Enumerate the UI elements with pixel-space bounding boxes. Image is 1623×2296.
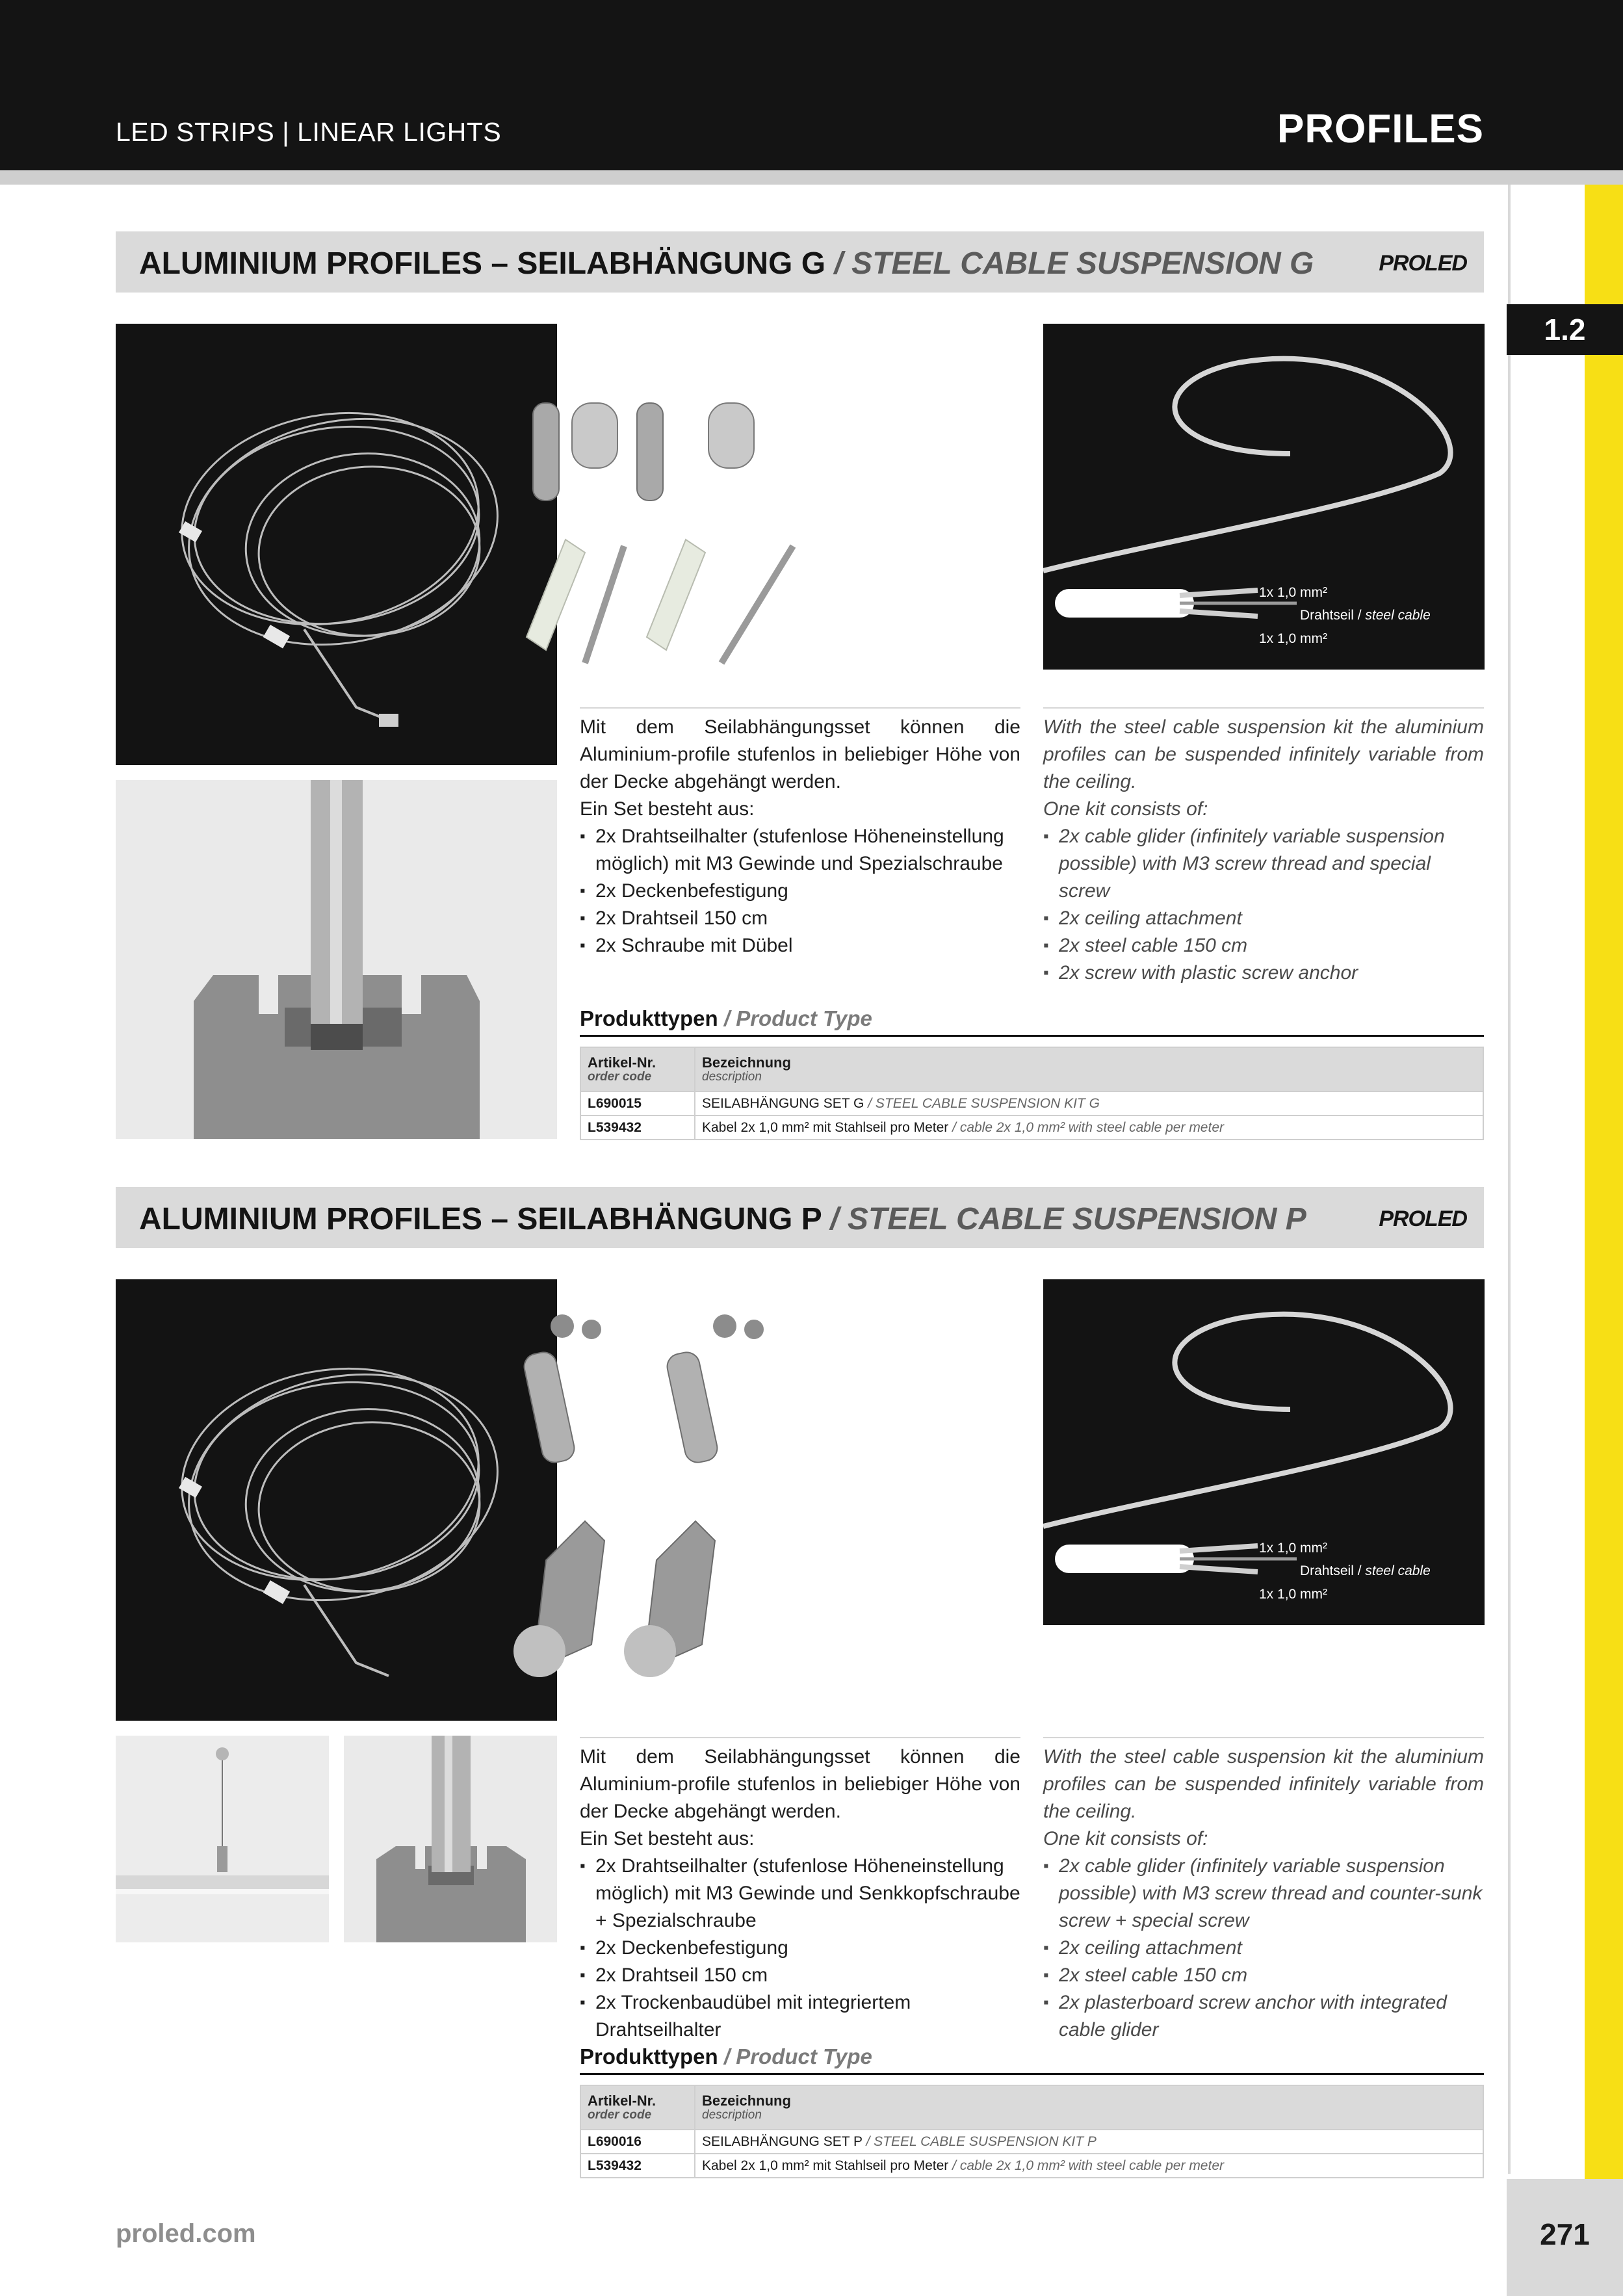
list-item: ▪ 2x steel cable 150 cm [1043,1962,1484,1989]
section-p-titlebar [116,1187,1484,1248]
list-item: ▪ 2x Trockenbaudübel mit integriertem Drahtseilhalter [580,1989,1020,2044]
footer-url[interactable]: proled.com [116,2219,256,2248]
image-profile-detail [116,780,557,1139]
table-row[interactable] [580,1091,1483,1115]
table-header-row: Artikel-Nr. order code Bezeichnung description [580,2085,1483,2130]
rail-track [1508,185,1587,2174]
section-tab[interactable]: 1.2 [1507,304,1623,355]
image-hardware-parts [494,1307,799,1697]
table-row[interactable] [580,2154,1483,2178]
table-row[interactable] [580,2130,1483,2154]
image-profile-detail [344,1736,557,1942]
list-item: ▪ 2x Deckenbefestigung [580,1935,1020,1962]
list-item: ▪ 2x Drahtseil 150 cm [580,905,1020,932]
product-description: SEILABHÄNGUNG SET P / STEEL CABLE SUSPENSION KIT P [695,2130,1483,2154]
proled-logo: PROLED [1379,1207,1467,1231]
list-item: ▪ 2x ceiling attachment [1043,1935,1484,1962]
cable-label-middle: Drahtseil / steel cable [1300,1563,1431,1578]
section-g-titlebar [116,231,1484,293]
image-cable-section [1043,324,1485,670]
product-description: Kabel 2x 1,0 mm² mit Stahlseil pro Meter / cable 2x 1,0 mm² with steel cable per meter [695,2154,1483,2178]
section-g-product-table [580,1047,1484,1140]
image-cable-section [1043,1279,1485,1625]
order-code: L690016 [580,2130,695,2154]
page-number: 271 [1540,2217,1590,2251]
list-item: ▪ 2x cable glider (infinitely variable suspension possible) with M3 screw thread and special screw [1043,823,1484,905]
order-code: L539432 [580,2154,695,2178]
list-item: ▪ 2x screw with plastic screw anchor [1043,959,1484,987]
cable-label-bottom: 1x 1,0 mm² [1259,631,1328,646]
image-hardware-parts [507,377,825,683]
cable-label-top: 1x 1,0 mm² [1259,1541,1328,1556]
section-g-description-en: With the steel cable suspension kit the aluminium profiles can be suspended infinitely variable from the ceiling. One kit consists of: ▪ 2x cable glider (infinitely variable suspension possible) with M3 screw thread and special screw ▪ 2x ceiling attachment ▪ 2x steel cable 150 cm ▪ 2x screw with plastic screw anchor [1043,707,1484,987]
list-item: ▪ 2x Deckenbefestigung [580,878,1020,905]
product-description: SEILABHÄNGUNG SET G / STEEL CABLE SUSPENSION KIT G [695,1091,1483,1115]
proled-logo: PROLED [1379,251,1467,276]
list-item: ▪ 2x Drahtseilhalter (stufenlose Höheneinstellung möglich) mit M3 Gewinde und Spezialschraube [580,823,1020,878]
order-code: L539432 [580,1115,695,1140]
image-installed-pendant [116,1736,329,1942]
section-p-title: ALUMINIUM PROFILES – SEILABHÄNGUNG P / STEEL CABLE SUSPENSION P [139,1202,1306,1236]
list-item: ▪ 2x Drahtseil 150 cm [580,1962,1020,1989]
product-description: Kabel 2x 1,0 mm² mit Stahlseil pro Meter / cable 2x 1,0 mm² with steel cable per meter [695,1115,1483,1140]
section-p-description-de: Mit dem Seilabhängungsset können die Aluminium-profile stufenlos in beliebiger Höhe von der Decke abgehängt werden. Ein Set besteht aus: ▪ 2x Drahtseilhalter (stufenlose Höheneinstellung möglich) mit M3 Gewinde und Senkkopfschraube + Spezialschraube ▪ 2x Deckenbefestigung ▪ 2x Drahtseil 150 cm ▪ 2x Trockenbaudübel mit integriertem Drahtseilhalter [580,1737,1020,2044]
list-item: ▪ 2x Drahtseilhalter (stufenlose Höheneinstellung möglich) mit M3 Gewinde und Senkkopfschraube + Spezialschraube [580,1853,1020,1935]
section-p-product-title: Produkttypen / Product Type [580,2044,872,2068]
section-p-description-en: With the steel cable suspension kit the aluminium profiles can be suspended infinitely variable from the ceiling. One kit consists of: ▪ 2x cable glider (infinitely variable suspension possible) with M3 screw thread and counter-sunk screw + special screw ▪ 2x ceiling attachment ▪ 2x steel cable 150 cm ▪ 2x plasterboard screw anchor with integrated cable glider [1043,1737,1484,2044]
list-item: ▪ 2x ceiling attachment [1043,905,1484,932]
list-item: ▪ 2x Schraube mit Dübel [580,932,1020,959]
product-title-rule [580,1035,1484,1037]
image-steel-cable-coil [116,324,557,765]
product-title-rule [580,2073,1484,2075]
section-g-description-de: Mit dem Seilabhängungsset können die Aluminium-profile stufenlos in beliebiger Höhe von der Decke abgehängt werden. Ein Set besteht aus: ▪ 2x Drahtseilhalter (stufenlose Höheneinstellung möglich) mit M3 Gewinde und Spezialschraube ▪ 2x Deckenbefestigung ▪ 2x Drahtseil 150 cm ▪ 2x Schraube mit Dübel [580,707,1020,959]
image-steel-cable-coil [116,1279,557,1721]
cable-label-bottom: 1x 1,0 mm² [1259,1587,1328,1602]
table-header-row: Artikel-Nr. order code Bezeichnung description [580,1047,1483,1091]
list-item: ▪ 2x steel cable 150 cm [1043,932,1484,959]
category-title: LED STRIPS | LINEAR LIGHTS [116,117,502,147]
header-divider [0,170,1623,185]
list-item: ▪ 2x cable glider (infinitely variable suspension possible) with M3 screw thread and counter-sunk screw + special screw [1043,1853,1484,1935]
section-p-product-table [580,2085,1484,2178]
cable-label-top: 1x 1,0 mm² [1259,585,1328,600]
order-code: L690015 [580,1091,695,1115]
table-row[interactable] [580,1115,1483,1140]
list-item: ▪ 2x plasterboard screw anchor with integrated cable glider [1043,1989,1484,2044]
chapter-color-rail [1585,185,1623,2179]
chapter-title: PROFILES [1277,107,1484,151]
cable-label-middle: Drahtseil / steel cable [1300,608,1431,623]
section-g-title: ALUMINIUM PROFILES – SEILABHÄNGUNG G / STEEL CABLE SUSPENSION G [139,246,1314,281]
section-g-product-title: Produkttypen / Product Type [580,1006,872,1030]
